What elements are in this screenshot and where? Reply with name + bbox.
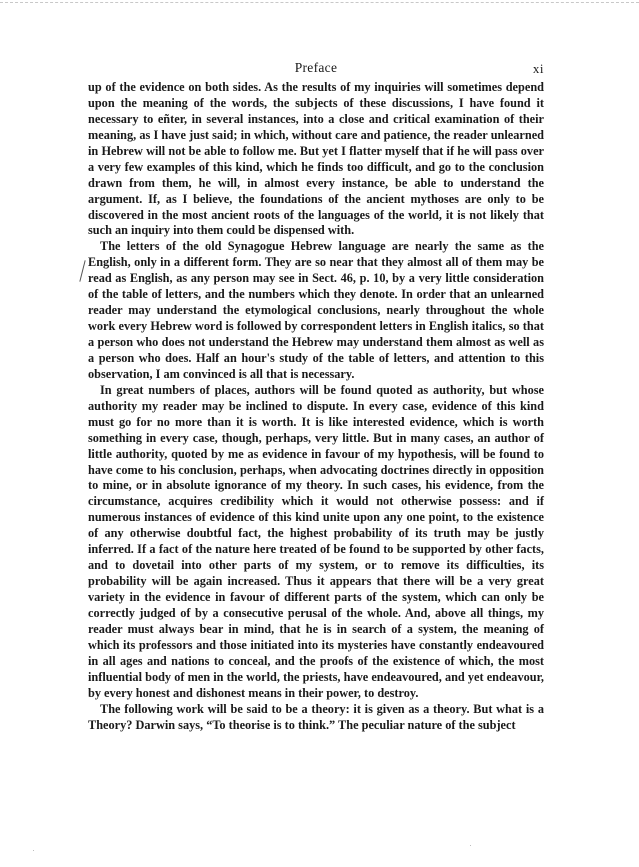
paragraph-1: up of the evidence on both sides. As the results of my inquiries will sometimes depend upon the meaning of the words, the subjects of these discussions, I have found it necessary to eñter, in several instances, into a close and critical examination of their meaning, as I have just said; in which, without care and patience, the reader unlearned in Hebrew will not be able to follow me. But yet I flatter myself that if he will pass over a very few examples of this kind, which he finds too difficult, and go to the conclusion drawn from them, he will, in almost every instance, be able to understand the argument. If, as I believe, the foundations of the ancient mythoses are only to be discovered in the most ancient roots of the languages of the world, it is not likely that such an inquiry into them could be dispensed with. [88,80,544,238]
body-text [88,80,544,733]
page-number: xi [532,61,544,76]
running-title: Preface [294,60,338,75]
paragraph-3: In great numbers of places, authors will be found quoted as authority, but whose authority my reader may be inclined to dispute. In every case, evidence of this kind must go for no more than it is worth. It is like interested evidence, which is worth something in every case, though, perhaps, very little. But in many cases, an author of little authority, quoted by me as evidence in favour of my hypothesis, will be found to have come to his conclusion, perhaps, when advocating doctrines directly in opposition to mine, or in absolute ignorance of my theory. In such cases, his evidence, from the circumstance, acquires credibility which it would not otherwise possess: and if numerous instances of evidence of this kind unite upon any one point, to the existence of any otherwise doubtful fact, the highest probability of its truth may be justly inferred. If a fact of the nature here treated of be found to be supported by other facts, and to dovetail into other parts of my system, or to remove its difficulties, its probability will be again increased. Thus it appears that there will be a very great variety in the evidence in favour of different parts of the system, which can only be correctly judged of by a consecutive perusal of the whole. And, above all things, my reader must always bear in mind, that he is in search of a system, the meaning of which its professors and those initiated into its mysteries have constantly endeavoured in all ages and nations to conceal, and the proofs of the existence of which, the most influential body of men in the world, the priests, have endeavoured, and yet endeavour, by every honest and dishonest means in their power, to destroy. [88,382,544,700]
scan-edge-line [0,2,639,3]
paper-speck [470,845,471,846]
paper-speck [33,850,34,851]
margin-pencil-mark [79,260,85,282]
page-header [88,60,544,78]
paragraph-4: The following work will be said to be a theory: it is given as a theory. But what is a Theory? Darwin says, “To theorise is to think.” The peculiar nature of the subject [88,701,544,732]
paragraph-2: The letters of the old Synagogue Hebrew language are nearly the same as the English, only in a different form. They are so near that they almost all of them may be read as English, as any person may see in Sect. 46, p. 10, by a very little consideration of the table of letters, and the numbers which they denote. In order that an unlearned reader may understand the etymological conclusions, nearly throughout the whole work every Hebrew word is followed by correspondent letters in English italics, so that a person who does not understand the Hebrew may understand them almost as well as a person who does. Half an hour's study of the table of letters, and attention to this observation, I am convinced is all that is necessary. [88,239,544,381]
